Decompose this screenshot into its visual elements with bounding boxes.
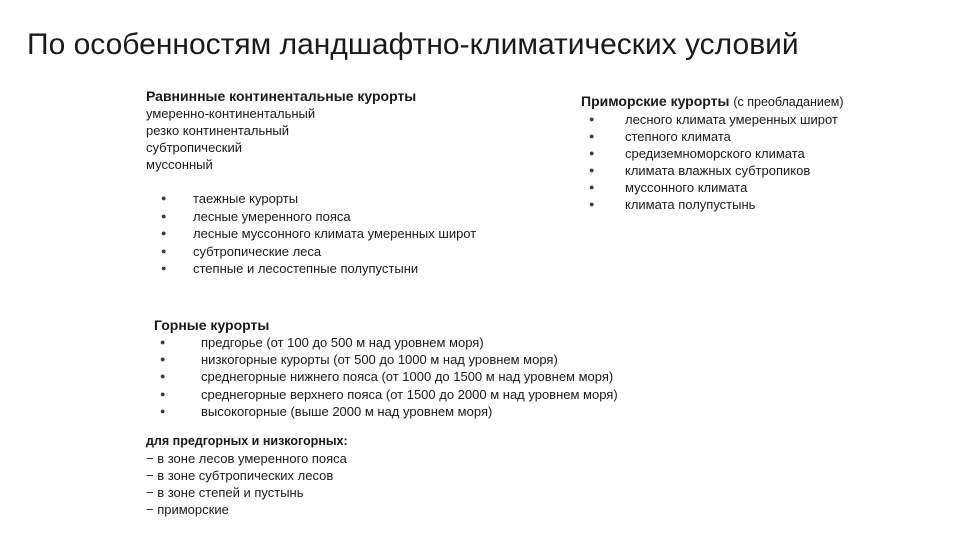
coastal-resorts-list [581, 111, 844, 213]
mountain-resorts-block [154, 316, 618, 420]
list-item [154, 386, 618, 403]
list-item [154, 368, 618, 385]
list-item-label: лесные муссонного климата умеренных широт [193, 226, 477, 242]
list-item-label: низкогорные курорты (от 500 до 1000 м над уровнем моря) [201, 352, 558, 368]
foothill-note-line: − приморские [146, 502, 229, 517]
mountain-resorts-heading: Горные курорты [154, 317, 270, 333]
bullet-icon: ● [161, 263, 167, 274]
list-item-label: лесные умеренного пояса [193, 208, 351, 224]
bullet-icon: ● [160, 354, 166, 365]
list-item [146, 243, 476, 261]
list-item [146, 208, 476, 226]
list-item [581, 145, 844, 162]
list-item [146, 260, 476, 278]
list-item [581, 196, 844, 213]
list-item [154, 351, 618, 368]
list-item-label: муссонного климата [625, 180, 748, 195]
bullet-icon: ● [161, 210, 167, 221]
bullet-icon: ● [589, 114, 595, 124]
list-item [581, 128, 844, 145]
climate-type-line: резко континентальный [146, 123, 290, 138]
bullet-icon: ● [160, 337, 166, 347]
foothill-note-line: − в зоне субтропических лесов [146, 468, 334, 483]
bullet-icon: ● [161, 245, 167, 256]
foothill-note-line: − в зоне степей и пустынь [146, 485, 304, 500]
flat-resorts-list [146, 190, 476, 278]
list-item-label: среднегорные нижнего пояса (от 1000 до 1500 м над уровнем моря) [201, 369, 614, 385]
list-item-label: степного климата [625, 129, 731, 144]
flat-climate-types [146, 105, 476, 173]
bullet-icon: ● [589, 148, 595, 158]
bullet-icon: ● [589, 165, 595, 175]
foothill-note-line: − в зоне лесов умеренного пояса [146, 451, 347, 466]
foothill-note-block [146, 433, 348, 518]
list-item-label: климата влажных субтропиков [625, 163, 811, 178]
bullet-icon: ● [160, 388, 166, 399]
list-item [154, 334, 618, 351]
bullet-icon: ● [160, 371, 166, 382]
list-item-label: высокогорные (выше 2000 м над уровнем моря) [201, 403, 493, 419]
bullet-icon: ● [589, 182, 595, 192]
bullet-icon: ● [161, 228, 167, 239]
list-item-label: климата полупустынь [625, 197, 756, 212]
coastal-resorts-heading-text: Приморские курорты [581, 93, 730, 109]
list-item-label: субтропические леса [193, 243, 322, 259]
climate-type-line: умеренно-континентальный [146, 106, 316, 121]
list-item [581, 111, 844, 128]
bullet-icon: ● [160, 405, 166, 416]
list-item [581, 179, 844, 196]
climate-type-line: муссонный [146, 157, 213, 172]
list-item-label: среднегорные верхнего пояса (от 1500 до 2000 м над уровнем моря) [201, 386, 618, 402]
mountain-resorts-list [154, 334, 618, 420]
foothill-note-heading: для предгорных и низкогорных: [146, 434, 348, 448]
slide-title: По особенностям ландшафтно-климатических условий [27, 28, 799, 61]
climate-type-line: субтропический [146, 140, 243, 155]
flat-resorts-heading: Равнинные континентальные курорты [146, 88, 417, 104]
bullet-icon: ● [589, 199, 595, 209]
coastal-resorts-heading-note: (с преобладанием) [733, 95, 844, 109]
flat-resorts-block [146, 87, 476, 278]
list-item [146, 190, 476, 208]
list-item [146, 225, 476, 243]
coastal-resorts-block [581, 92, 844, 213]
list-item [581, 162, 844, 179]
list-item-label: лесного климата умеренных широт [625, 112, 838, 127]
bullet-icon: ● [161, 193, 167, 203]
bullet-icon: ● [589, 131, 595, 141]
list-item-label: таежные курорты [193, 191, 299, 206]
list-item-label: степные и лесостепные полупустыни [193, 261, 419, 277]
list-item-label: предгорье (от 100 до 500 м над уровнем моря) [201, 335, 484, 350]
coastal-resorts-heading [581, 92, 844, 111]
list-item [154, 403, 618, 420]
list-item-label: средиземноморского климата [625, 146, 805, 161]
